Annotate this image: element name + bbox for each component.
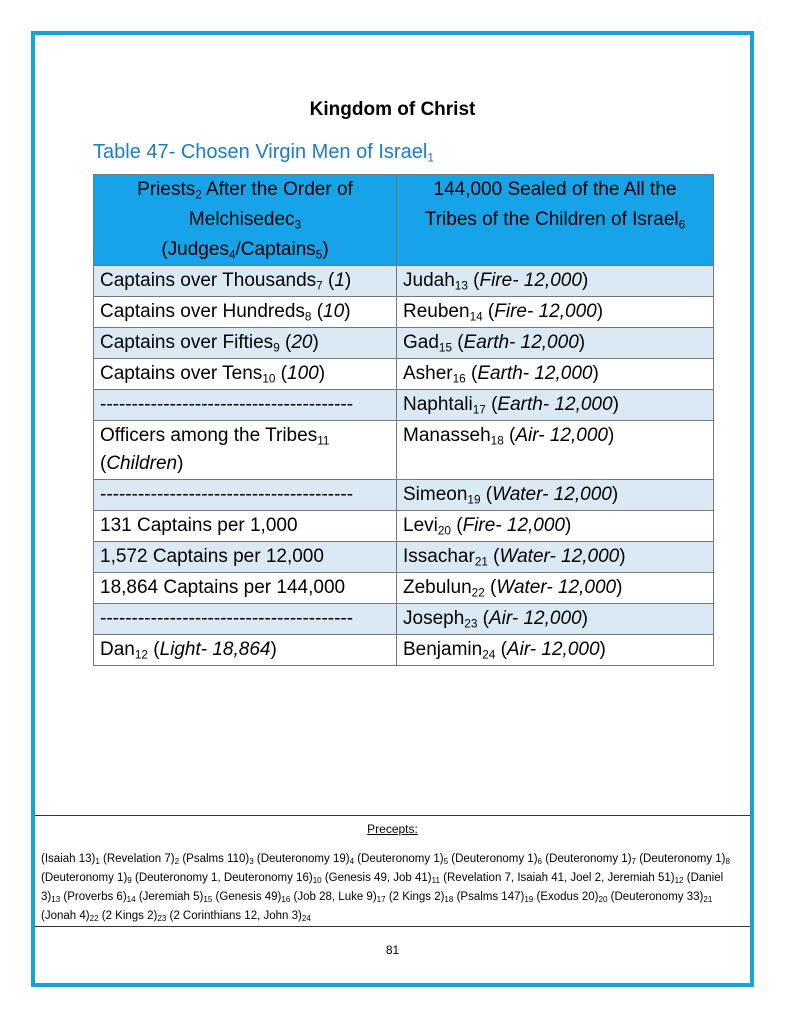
row-left-paren: ( — [279, 332, 292, 353]
row-right-cell: Reuben$_{14}$ (Fire- 12,000) — [397, 297, 714, 328]
tribe-sub: 13 — [454, 279, 468, 293]
row-left-cell — [94, 359, 397, 390]
row-left-cell — [94, 390, 397, 421]
row-left-sub: 12 — [134, 648, 148, 662]
tribe-element: Fire- 12,000 — [462, 515, 566, 536]
precepts-title: Precepts: — [367, 822, 418, 836]
caption-text: Table 47- Chosen Virgin Men of Israel — [93, 141, 428, 163]
tribe-name: Reuben — [403, 301, 470, 322]
page-frame — [31, 31, 754, 987]
row-right-cell: Joseph$_{23}$ (Air- 12,000) — [397, 604, 714, 635]
precept-ref-text: (2 Kings 2) — [101, 910, 158, 922]
row-left-italic: 1 — [334, 270, 345, 291]
precept-ref-text: (Daniel 3) — [41, 872, 724, 903]
tribe-element: Air- 12,000 — [506, 639, 600, 660]
table-row — [94, 328, 714, 359]
row-right-cell: Gad$_{15}$ (Earth- 12,000) — [397, 328, 714, 359]
row-left-text: ---------------------------------------- — [100, 608, 354, 629]
page-heading: Kingdom of Christ — [309, 99, 476, 120]
row-left-cell — [94, 604, 397, 635]
header-right — [397, 175, 714, 266]
precept-ref-text: (Deuteronomy 1) — [451, 853, 538, 865]
row-left-cell — [94, 328, 397, 359]
precept-ref-text: (Jonah 4) — [41, 910, 90, 922]
tribe-name: Issachar — [403, 546, 475, 567]
precept-ref-sub: 23 — [157, 914, 167, 923]
tribe-name: Manasseh — [403, 425, 491, 446]
tribe-element: Air- 12,000 — [488, 608, 582, 629]
tribe-sub: 20 — [437, 524, 451, 538]
precepts-list — [41, 850, 744, 926]
table-body — [94, 266, 714, 666]
row-left-paren: ( — [311, 301, 324, 322]
header-right-text: 144,000 Sealed of the All the — [433, 179, 677, 200]
row-left-paren: ) — [270, 639, 277, 660]
precept-ref-text: (Isaiah 13) — [41, 853, 96, 865]
row-left-cell — [94, 421, 397, 480]
row-left-cell — [94, 542, 397, 573]
row-right-cell: Naphtali$_{17}$ (Earth- 12,000) — [397, 390, 714, 421]
precept-ref-sub: 2 — [174, 857, 180, 866]
tribe-element: Water- 12,000 — [499, 546, 620, 567]
precept-ref-text: (2 Kings 2) — [388, 891, 445, 903]
table-row — [94, 511, 714, 542]
header-left-sub: 5 — [315, 248, 323, 262]
row-right-cell: Manasseh$_{18}$ (Air- 12,000) — [397, 421, 714, 480]
tribe-sub: 16 — [452, 372, 466, 386]
row-left-sub: 7 — [316, 279, 323, 293]
precept-ref — [41, 910, 99, 922]
precept-ref-sub: 6 — [537, 857, 543, 866]
tribe-name: Asher — [403, 363, 453, 384]
row-left-cell — [94, 635, 397, 666]
row-left-italic: Children — [106, 453, 178, 474]
precept-ref-sub: 20 — [598, 895, 608, 904]
precept-ref — [443, 872, 683, 884]
row-left-italic: 10 — [323, 301, 345, 322]
precept-ref — [294, 891, 386, 903]
tribe-sub: 21 — [474, 555, 488, 569]
row-left-cell — [94, 266, 397, 297]
tribe-sub: 18 — [490, 434, 504, 448]
tribe-element: Earth- 12,000 — [477, 363, 593, 384]
row-right-cell: Simeon$_{19}$ (Water- 12,000) — [397, 480, 714, 511]
precept-ref-sub: 18 — [444, 895, 454, 904]
tribe-sub: 17 — [472, 403, 486, 417]
precept-ref-sub: 8 — [725, 857, 730, 866]
table-row — [94, 359, 714, 390]
table-row — [94, 480, 714, 511]
precept-ref-sub: 17 — [376, 895, 386, 904]
header-left-text: /Captains — [235, 239, 316, 260]
header-left-sub: 2 — [195, 188, 202, 202]
precept-ref-text: (Deuteronomy 1) — [41, 872, 128, 884]
precept-ref-text: (Deuteronomy 1) — [357, 853, 444, 865]
table-header-row — [94, 175, 714, 266]
header-left-text: ) — [322, 239, 329, 260]
table-row — [94, 573, 714, 604]
precept-ref-sub: 22 — [89, 914, 99, 923]
table-row — [94, 604, 714, 635]
tribe-name: Levi — [403, 515, 438, 536]
row-left-text: 1,572 Captains per 12,000 — [100, 546, 324, 567]
precept-ref-sub: 14 — [126, 895, 136, 904]
precept-ref-text: (Genesis 49) — [215, 891, 282, 903]
tribe-sub: 19 — [467, 493, 481, 507]
precept-ref — [451, 853, 542, 865]
tribe-element: Fire- 12,000 — [479, 270, 582, 291]
tribe-sub: 22 — [471, 586, 485, 600]
header-right-sub: 6 — [678, 218, 686, 232]
tribe-name: Gad — [403, 332, 439, 353]
table-row — [94, 542, 714, 573]
precept-ref — [41, 872, 132, 884]
precept-ref-text: (Job 28, Luke 9) — [293, 891, 377, 903]
precept-ref-text: (Deuteronomy 33) — [610, 891, 704, 903]
row-left-cell — [94, 573, 397, 604]
precept-ref — [357, 853, 448, 865]
row-left-cell — [94, 480, 397, 511]
precept-ref-text: (Psalms 110) — [182, 853, 250, 865]
row-left-italic: 100 — [287, 363, 319, 384]
row-left-text: Captains over Thousands — [100, 270, 317, 291]
caption-sub: 1 — [427, 150, 435, 165]
table-row — [94, 635, 714, 666]
precept-ref-sub: 15 — [203, 895, 213, 904]
table-row — [94, 266, 714, 297]
tribe-sub: 15 — [438, 341, 453, 355]
header-left-text: (Judges — [161, 239, 229, 260]
header-right-text: Tribes of the Children of Israel — [424, 209, 679, 230]
tribe-sub: 14 — [469, 310, 483, 324]
table-row — [94, 297, 714, 328]
tribe-sub: 24 — [482, 648, 496, 662]
tribe-element: Water- 12,000 — [496, 577, 617, 598]
tribe-name: Judah — [403, 270, 455, 291]
precept-ref-text: (Deuteronomy 1) — [639, 853, 726, 865]
row-left-text: ---------------------------------------- — [100, 394, 354, 415]
row-left-paren: ) — [177, 453, 184, 474]
tribe-name: Zebulun — [403, 577, 472, 598]
tribe-sub: 23 — [464, 617, 478, 631]
tribe-element: Air- 12,000 — [515, 425, 608, 446]
table-caption — [93, 141, 434, 164]
precept-ref — [536, 891, 607, 903]
row-left-italic: 20 — [291, 332, 313, 353]
tribe-element: Water- 12,000 — [492, 484, 612, 505]
tribe-element: Earth- 12,000 — [463, 332, 579, 353]
row-left-paren: ) — [318, 363, 326, 384]
precept-ref — [63, 891, 135, 903]
row-left-paren: ) — [344, 301, 351, 322]
row-left-cell — [94, 511, 397, 542]
table-row — [94, 390, 714, 421]
row-left-text: Captains over Fifties — [100, 332, 274, 353]
row-left-text: ---------------------------------------- — [100, 484, 354, 505]
precept-ref-text: (Deuteronomy 1) — [545, 853, 632, 865]
precept-ref-text: (Proverbs 6) — [63, 891, 127, 903]
precept-ref — [102, 910, 167, 922]
tribe-element: Fire- 12,000 — [494, 301, 597, 322]
tribe-element: Earth- 12,000 — [497, 394, 613, 415]
precepts-bottom-rule — [35, 926, 750, 927]
row-right-cell: Issachar$_{21}$ (Water- 12,000) — [397, 542, 714, 573]
table-row — [94, 421, 714, 480]
row-left-sub: 11 — [317, 434, 330, 448]
precept-ref-sub: 21 — [703, 895, 713, 904]
row-left-text: Officers among the Tribes — [100, 425, 318, 446]
row-left-italic: Light- 18,864 — [159, 639, 271, 660]
header-left-text: Melchisedec — [188, 209, 295, 230]
row-left-paren: ( — [147, 639, 160, 660]
precept-ref — [103, 853, 179, 865]
precept-ref-sub: 11 — [431, 876, 440, 885]
precept-ref-sub: 13 — [51, 895, 61, 904]
row-left-paren: ( — [322, 270, 335, 291]
row-left-paren: ( — [275, 363, 288, 384]
row-right-cell: Benjamin$_{24}$ (Air- 12,000) — [397, 635, 714, 666]
precept-ref-text: (Revelation 7) — [103, 853, 175, 865]
row-left-paren: ) — [344, 270, 352, 291]
header-left — [94, 175, 397, 266]
precept-ref-sub: 12 — [674, 876, 684, 885]
precept-ref-sub: 1 — [95, 857, 100, 866]
precept-ref — [170, 910, 311, 922]
tribe-name: Joseph — [403, 608, 465, 629]
header-left-sub: 3 — [294, 218, 302, 232]
precept-ref — [457, 891, 534, 903]
row-right-cell: Zebulun$_{22}$ (Water- 12,000) — [397, 573, 714, 604]
precept-ref — [139, 891, 213, 903]
precept-ref-text: (Deuteronomy 1, Deuteronomy 16) — [134, 872, 313, 884]
precept-ref — [639, 853, 730, 865]
row-left-cell — [94, 297, 397, 328]
precept-ref — [611, 891, 713, 903]
row-left-text: 18,864 Captains per 144,000 — [100, 577, 346, 598]
tribe-name: Simeon — [403, 484, 468, 505]
row-left-sub: 10 — [262, 372, 276, 386]
precept-ref-sub: 5 — [443, 857, 449, 866]
precept-ref — [325, 872, 440, 884]
precept-ref-text: (Deuteronomy 19) — [256, 853, 350, 865]
precept-ref-sub: 9 — [127, 876, 132, 885]
precept-ref-text: (2 Corinthians 12, John 3) — [169, 910, 302, 922]
precept-ref-text: (Revelation 7, Isaiah 41, Joel 2, Jeremiah 51) — [443, 872, 675, 884]
row-right-cell: Asher$_{16}$ (Earth- 12,000) — [397, 359, 714, 390]
row-left-text: Captains over Hundreds — [100, 301, 305, 322]
row-left-text: Dan — [100, 639, 135, 660]
header-left-sub: 4 — [228, 248, 236, 262]
precept-ref — [135, 872, 322, 884]
virgin-men-table — [93, 174, 714, 666]
precept-ref-sub: 24 — [301, 914, 311, 923]
header-left-text: Priests — [137, 179, 196, 200]
precept-ref — [216, 891, 291, 903]
precept-ref-sub: 7 — [631, 857, 637, 866]
precepts-top-rule — [35, 815, 750, 816]
precept-ref-sub: 10 — [312, 876, 322, 885]
precept-ref-text: (Psalms 147) — [456, 891, 525, 903]
precept-ref — [257, 853, 354, 865]
precept-ref — [389, 891, 454, 903]
precept-ref-text: (Exodus 20) — [536, 891, 599, 903]
precept-ref-text: (Jeremiah 5) — [138, 891, 204, 903]
row-left-text: Captains over Tens — [100, 363, 263, 384]
row-left-paren: ) — [312, 332, 319, 353]
tribe-name: Naphtali — [403, 394, 473, 415]
precept-ref-sub: 3 — [249, 857, 254, 866]
row-right-cell: Judah$_{13}$ (Fire- 12,000) — [397, 266, 714, 297]
header-left-text: After the Order of — [201, 179, 353, 200]
row-left-paren: ( — [100, 453, 107, 474]
page-number: 81 — [385, 943, 400, 957]
tribe-name: Benjamin — [403, 639, 483, 660]
row-right-cell: Levi$_{20}$ (Fire- 12,000) — [397, 511, 714, 542]
precept-ref — [182, 853, 253, 865]
row-left-sub: 9 — [273, 341, 280, 355]
precept-ref-text: (Genesis 49, Job 41) — [324, 872, 432, 884]
row-left-sub: 8 — [304, 310, 312, 324]
precept-ref-sub: 4 — [349, 857, 355, 866]
precept-ref-sub: 16 — [281, 895, 291, 904]
precept-ref-sub: 19 — [524, 895, 534, 904]
row-left-text: 131 Captains per 1,000 — [100, 515, 298, 536]
precept-ref — [545, 853, 636, 865]
precept-ref — [41, 853, 100, 865]
